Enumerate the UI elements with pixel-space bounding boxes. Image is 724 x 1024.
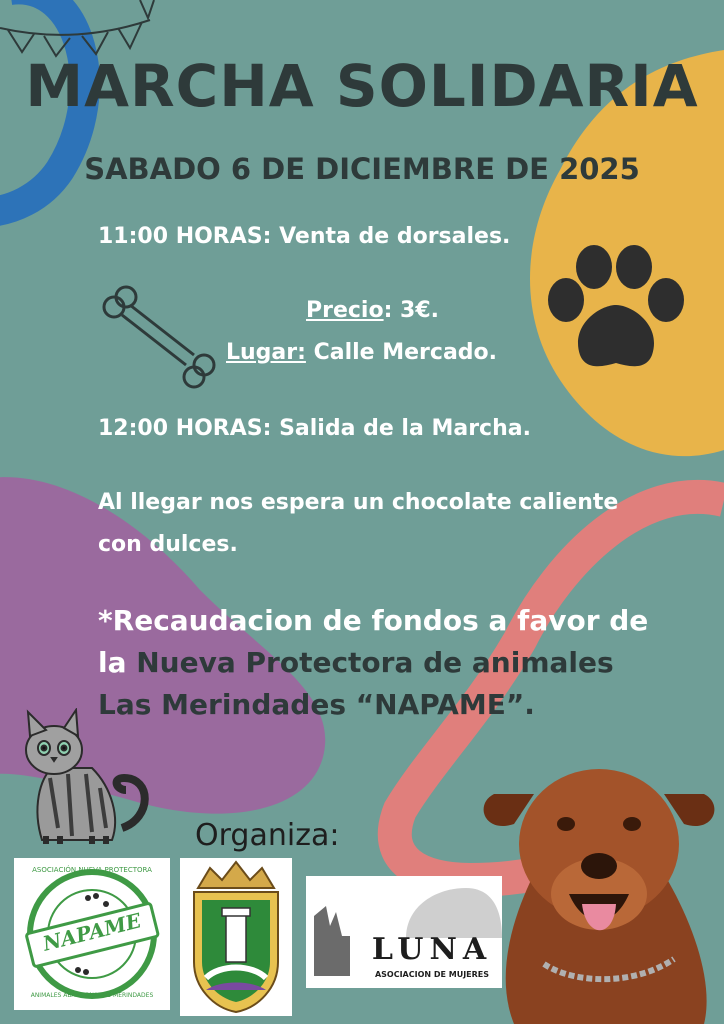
place-label: Lugar: xyxy=(226,340,306,365)
schedule-line-1: 11:00 HORAS: Venta de dorsales. xyxy=(98,224,511,249)
place-value: Calle Mercado. xyxy=(305,340,498,365)
organiza-label: Organiza: xyxy=(195,818,340,853)
price-line xyxy=(306,298,439,323)
info-line-b: con dulces. xyxy=(98,532,238,557)
coat-of-arms xyxy=(180,858,292,1016)
fundraising-line-b xyxy=(98,642,698,684)
luna-logo xyxy=(306,876,502,988)
fundraising-line-c: Las Merindades “NAPAME”. xyxy=(98,688,535,721)
fundraising-line-a: *Recaudacion de fondos a favor de xyxy=(98,604,649,637)
info-line-a: Al llegar nos espera un chocolate caliente xyxy=(98,490,619,515)
luna-title: LUNA xyxy=(371,932,493,967)
municipal-logo xyxy=(180,858,292,1016)
schedule-line-2: 12:00 HORAS: Salida de la Marcha. xyxy=(98,416,531,441)
napame-ring-top: ASOCIACIÓN NUEVA PROTECTORA xyxy=(32,866,152,874)
price-label: Precio xyxy=(306,298,384,323)
protectora-name: Nueva Protectora de animales xyxy=(136,646,614,679)
luna-subtitle: ASOCIACION DE MUJERES xyxy=(374,970,490,979)
price-value: : 3€. xyxy=(383,298,440,323)
bone-icon xyxy=(100,285,220,395)
napame-name: NAPAME xyxy=(40,908,144,956)
fundraising-text xyxy=(98,600,698,726)
napame-ring-bottom: ANIMALES ABANDONADOS MERINDADES xyxy=(30,992,154,999)
dog-photo xyxy=(474,754,724,1024)
paw-icon xyxy=(530,245,700,375)
fundraising-prefix: la xyxy=(98,646,137,679)
cat-illustration xyxy=(12,708,152,848)
event-date: SABADO 6 DE DICIEMBRE DE 2025 xyxy=(84,152,640,186)
place-line xyxy=(226,340,497,365)
page-title: MARCHA SOLIDARIA xyxy=(25,52,699,120)
napame-logo xyxy=(14,858,170,1010)
